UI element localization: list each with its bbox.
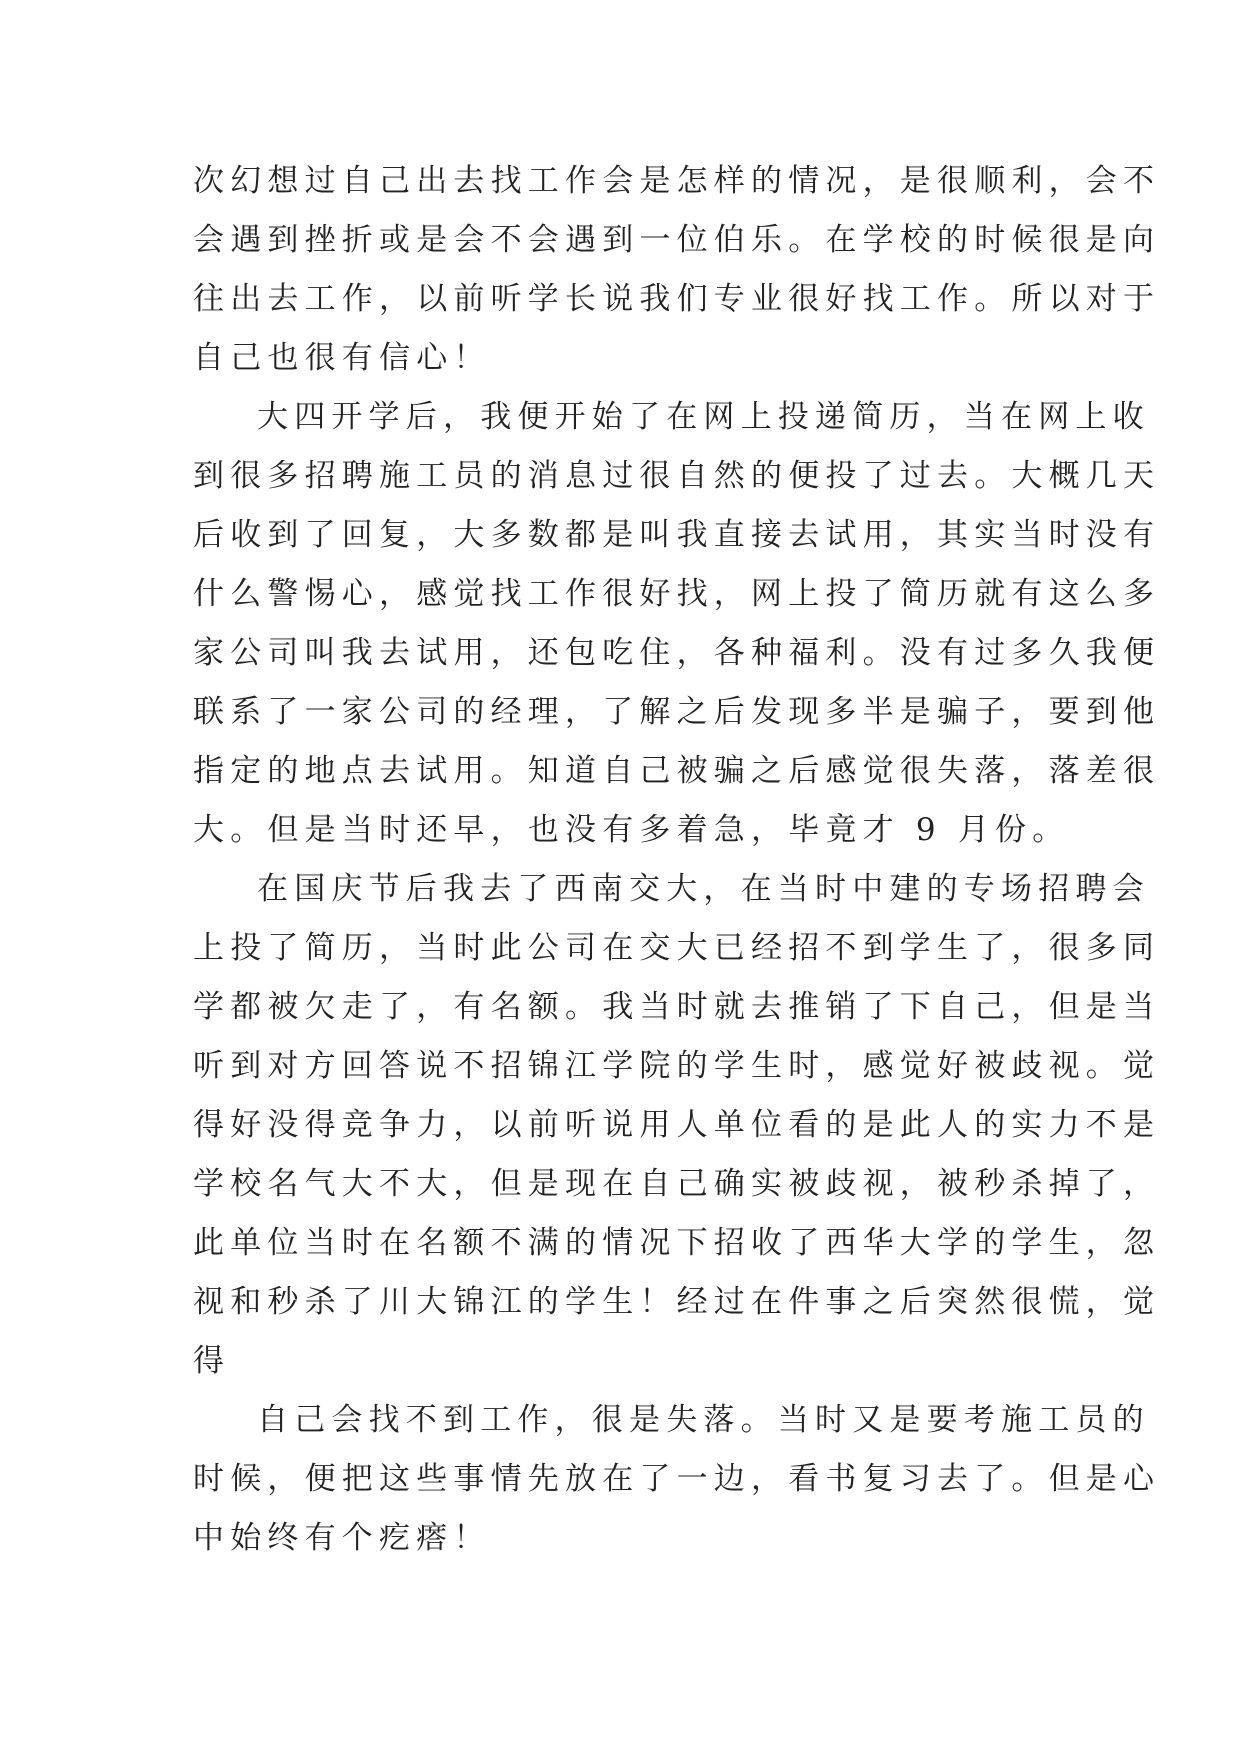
text-line: 后收到了回复，大多数都是叫我直接去试用，其实当时没有 bbox=[193, 517, 1161, 553]
paragraph-first-line: 自己会找不到工作，很是失落。当时又是要考施工员的 bbox=[257, 1402, 1150, 1438]
text-line: 次幻想过自己出去找工作会是怎样的情况，是很顺利，会不 bbox=[193, 163, 1161, 199]
text-line: 会遇到挫折或是会不会遇到一位伯乐。在学校的时候很是向 bbox=[193, 222, 1161, 258]
text-line: 联系了一家公司的经理，了解之后发现多半是骗子，要到他 bbox=[193, 694, 1161, 730]
text-line: 指定的地点去试用。知道自己被骗之后感觉很失落，落差很 bbox=[193, 753, 1161, 789]
text-line: 到很多招聘施工员的消息过很自然的便投了过去。大概几天 bbox=[193, 458, 1161, 494]
text-line: 往出去工作，以前听学长说我们专业很好找工作。所以对于 bbox=[193, 281, 1161, 317]
paragraph-first-line: 在国庆节后我去了西南交大，在当时中建的专场招聘会 bbox=[257, 871, 1150, 907]
text-line: 时候，便把这些事情先放在了一边，看书复习去了。但是心 bbox=[193, 1461, 1161, 1497]
text-line: 得 bbox=[193, 1343, 231, 1379]
body-text bbox=[193, 152, 1161, 1568]
text-line: 大。但是当时还早，也没有多着急，毕竟才 9 月份。 bbox=[193, 812, 1070, 848]
text-line: 听到对方回答说不招锦江学院的学生时，感觉好被歧视。觉 bbox=[193, 1048, 1161, 1084]
text-line: 中始终有个疙瘩！ bbox=[193, 1520, 491, 1556]
text-line: 什么警惕心，感觉找工作很好找，网上投了简历就有这么多 bbox=[193, 576, 1161, 612]
text-line: 家公司叫我去试用，还包吃住，各种福利。没有过多久我便 bbox=[193, 635, 1161, 671]
text-line: 自己也很有信心！ bbox=[193, 340, 491, 376]
text-line: 此单位当时在名额不满的情况下招收了西华大学的学生，忽 bbox=[193, 1225, 1161, 1261]
text-line: 学校名气大不大，但是现在自己确实被歧视，被秒杀掉了， bbox=[193, 1166, 1161, 1202]
text-line: 学都被欠走了，有名额。我当时就去推销了下自己，但是当 bbox=[193, 989, 1161, 1025]
text-line: 上投了简历，当时此公司在交大已经招不到学生了，很多同 bbox=[193, 930, 1161, 966]
text-line: 得好没得竞争力，以前听说用人单位看的是此人的实力不是 bbox=[193, 1107, 1161, 1143]
paragraph-first-line: 大四开学后，我便开始了在网上投递简历，当在网上收 bbox=[257, 399, 1150, 435]
text-line: 视和秒杀了川大锦江的学生！经过在件事之后突然很慌，觉 bbox=[193, 1284, 1161, 1320]
